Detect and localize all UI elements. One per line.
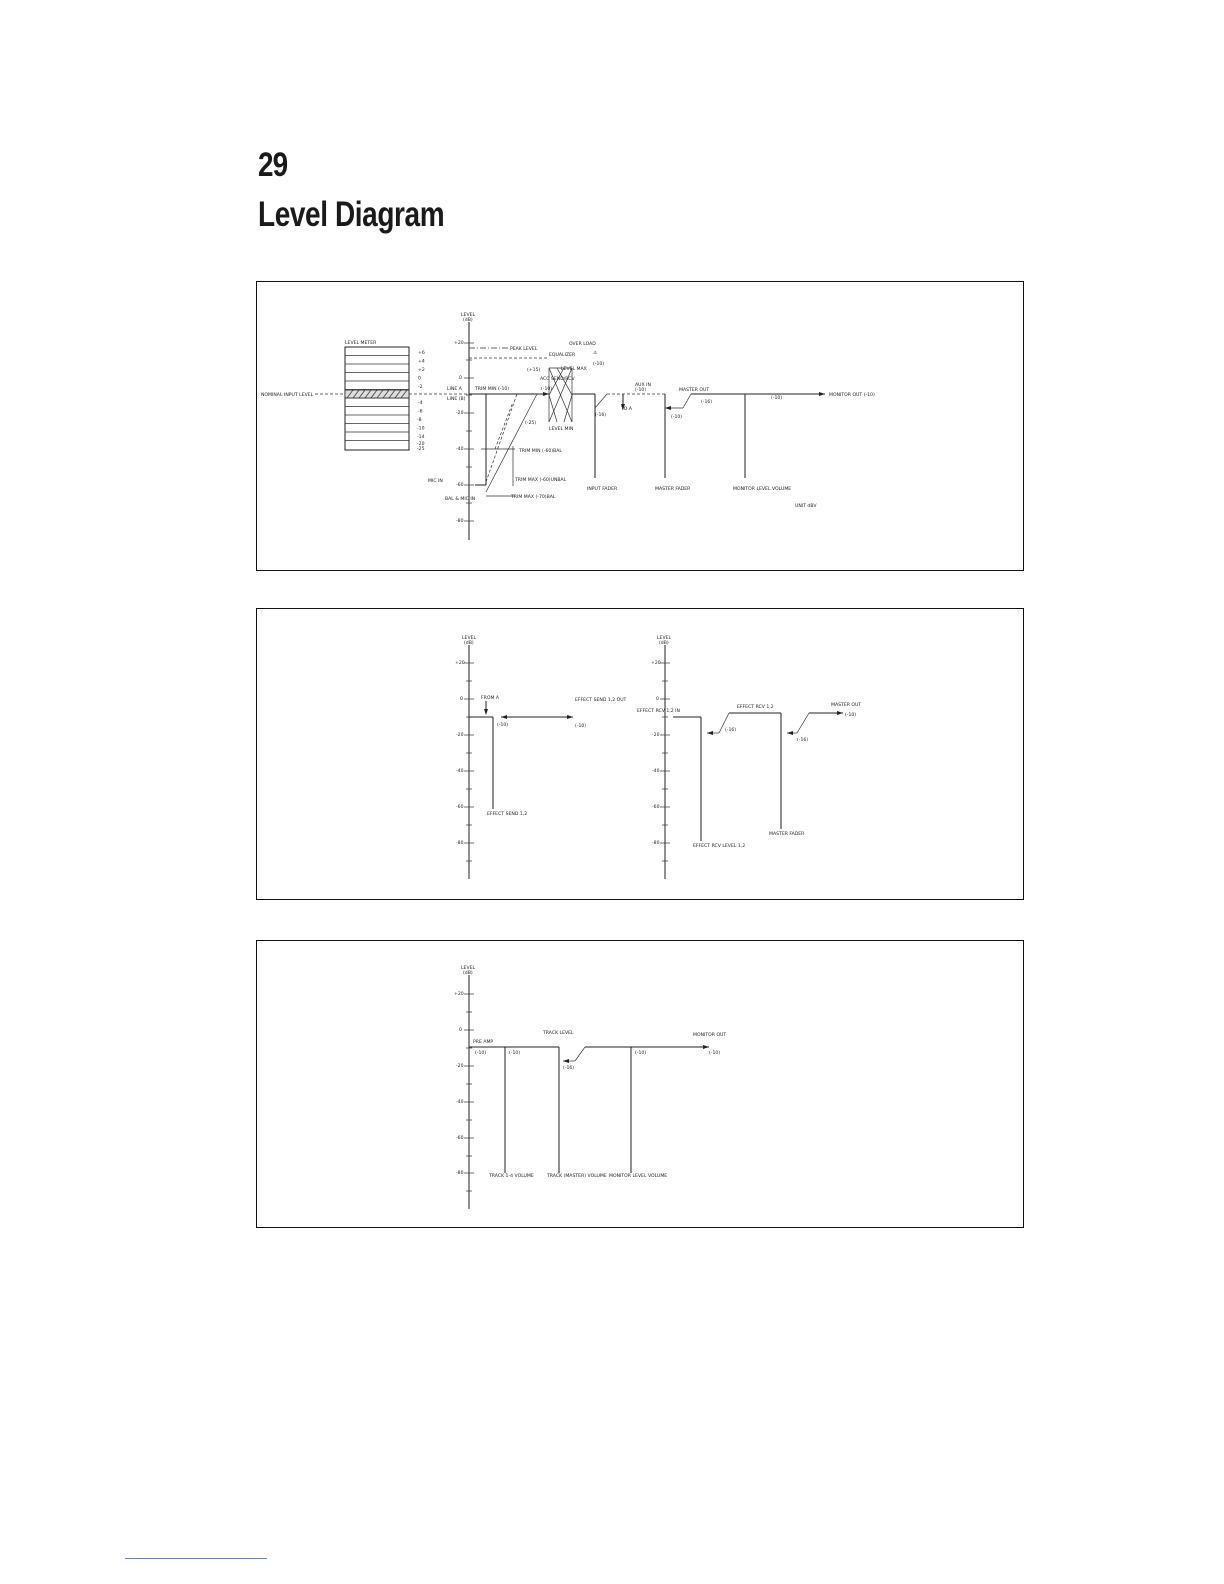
meter-scale: -14 bbox=[417, 435, 425, 440]
gain-label: (-10) bbox=[771, 396, 783, 401]
level-diagram-main-panel bbox=[256, 281, 1024, 571]
acc-send-label: ACC SEND/RCV bbox=[540, 377, 575, 382]
tick-label: -40 bbox=[456, 769, 464, 774]
axis-title: LEVEL bbox=[461, 966, 476, 971]
meter-scale: -8 bbox=[417, 418, 422, 423]
effect-rcv-in-label: EFFECT RCV 1,2 IN bbox=[637, 709, 680, 714]
gain-label: (-10) bbox=[845, 713, 857, 718]
tick-label: +20 bbox=[651, 661, 661, 666]
tick-label: -60 bbox=[456, 483, 464, 488]
track-level-diagram bbox=[257, 941, 1023, 1227]
unit-label: UNIT dBV bbox=[795, 504, 817, 509]
meter-scale: -25 bbox=[417, 447, 425, 452]
mic-in-label: MIC IN bbox=[428, 479, 443, 484]
master-fader-label: MASTER FADER bbox=[769, 832, 805, 837]
tick-label: -60 bbox=[456, 805, 464, 810]
gain-label: (-10) bbox=[509, 1051, 521, 1056]
meter-scale: -10 bbox=[417, 426, 425, 432]
gain-label: (-16) bbox=[725, 728, 737, 733]
section-number: 29 bbox=[258, 146, 288, 184]
axis-title: LEVEL bbox=[461, 313, 476, 318]
to-a-label: TO A bbox=[621, 407, 633, 412]
master-out-path bbox=[665, 392, 825, 478]
meter-scale: 0 bbox=[418, 376, 421, 382]
trim-max-unbal-label: TRIM MAX (-70)BAL bbox=[511, 495, 556, 500]
axis-unit: (dB) bbox=[659, 641, 669, 646]
tick-label: +20 bbox=[455, 661, 465, 666]
aux-in-label: AUX IN bbox=[635, 383, 651, 388]
page-title: Level Diagram bbox=[258, 195, 445, 234]
gain-label: (-10) bbox=[541, 387, 553, 392]
footer-rule bbox=[125, 1558, 267, 1559]
axis-unit: (dB) bbox=[463, 318, 473, 323]
monitor-out-label: MONITOR OUT (-10) bbox=[829, 393, 875, 398]
gain-label: (-10) bbox=[635, 1051, 647, 1056]
tick-label: 0 bbox=[656, 697, 659, 702]
tick-label: -60 bbox=[652, 805, 660, 810]
gain-label: (-16) bbox=[797, 738, 809, 743]
tick-label: -20 bbox=[456, 733, 464, 738]
level-max-label: LEVEL MAX bbox=[561, 367, 587, 372]
pre-amp-label: PRE AMP bbox=[473, 1040, 494, 1045]
track-signal-path bbox=[469, 1045, 709, 1173]
tick-label: -80 bbox=[456, 519, 464, 524]
tick-label: +20 bbox=[454, 992, 464, 997]
meter-scale: +6 bbox=[418, 351, 425, 356]
gain-label: (-16) bbox=[595, 413, 607, 418]
gain-label: (-10) bbox=[671, 415, 683, 420]
gain-label: (-10) bbox=[475, 1051, 487, 1056]
gain-label: (-25) bbox=[525, 421, 537, 426]
line-a-label: LINE A bbox=[447, 387, 462, 392]
tick-label: -20 bbox=[652, 733, 660, 738]
meter-scale: -4 bbox=[418, 401, 423, 406]
gain-label: (-10) bbox=[635, 388, 647, 393]
gain-label: (-16) bbox=[701, 400, 713, 405]
monitor-out-label: MONITOR OUT bbox=[693, 1033, 727, 1038]
tick-label: -80 bbox=[652, 841, 660, 846]
master-out-label: MASTER OUT bbox=[679, 388, 710, 393]
level-diagram-track-panel bbox=[256, 940, 1024, 1228]
from-a-label: FROM A bbox=[481, 696, 500, 701]
gain-label: (-10) bbox=[593, 362, 605, 367]
trim-max-bal-label: TRIM MAX (-60)UNBAL bbox=[515, 478, 567, 483]
effect-rcv-label: EFFECT RCV 1,2 bbox=[737, 705, 774, 710]
tick-label: -20 bbox=[456, 1064, 464, 1069]
tick-label: 0 bbox=[459, 1028, 462, 1033]
meter-scale: -2 bbox=[418, 385, 423, 390]
tick-label: -40 bbox=[456, 1100, 464, 1105]
effect-send-path bbox=[469, 701, 573, 809]
track-volume-label: TRACK 1-4 VOLUME bbox=[489, 1174, 534, 1179]
line-b-label: LINE (B) bbox=[447, 397, 466, 402]
trim-min-label: TRIM MIN (-10) bbox=[475, 387, 510, 392]
peak-level-label: PEAK LEVEL bbox=[510, 347, 538, 352]
track-master-label: TRACK (MASTER) VOLUME bbox=[547, 1174, 607, 1179]
tick-label: 0 bbox=[459, 376, 462, 381]
over-load-label: OVER LOAD bbox=[569, 342, 596, 347]
tick-label: -60 bbox=[456, 1136, 464, 1141]
effect-send-out-label: EFFECT SEND 1,2 OUT bbox=[575, 698, 627, 703]
trim-min-bal-label: TRIM MIN (-60)BAL bbox=[519, 449, 562, 454]
tick-label: -40 bbox=[652, 769, 660, 774]
axis-title: LEVEL bbox=[462, 636, 477, 641]
monitor-level-label: MONITOR LEVEL VOLUME bbox=[733, 487, 792, 492]
master-fader-label: MASTER FADER bbox=[655, 487, 691, 492]
equalizer-label: EQUALIZER bbox=[549, 353, 576, 358]
meter-nominal-hatch bbox=[345, 390, 409, 398]
meter-title: LEVEL METER bbox=[345, 341, 377, 346]
overload-mark: ⚠ bbox=[593, 351, 598, 356]
effect-send-label: EFFECT SEND 1,2 bbox=[487, 812, 528, 817]
meter-scale: +4 bbox=[418, 359, 425, 365]
axis-unit: (dB) bbox=[463, 971, 473, 976]
level-min-label: LEVEL MIN bbox=[549, 427, 574, 432]
level-meter bbox=[345, 340, 409, 450]
gain-label: (+15) bbox=[527, 368, 541, 373]
master-out-label: MASTER OUT bbox=[831, 703, 862, 708]
main-level-diagram bbox=[257, 282, 1023, 570]
input-fader-label: INPUT FADER bbox=[587, 487, 618, 492]
meter-scale: -20 bbox=[417, 442, 425, 447]
nominal-input-label: NOMINAL INPUT LEVEL bbox=[261, 393, 314, 398]
bal-mic-in-label: BAL & MIC IN bbox=[445, 497, 476, 502]
effect-level-diagram bbox=[257, 609, 1023, 899]
tick-label: -40 bbox=[456, 447, 464, 452]
effect-rcv-level-label: EFFECT RCV LEVEL 1,2 bbox=[693, 844, 746, 849]
level-diagram-effect-panel bbox=[256, 608, 1024, 900]
gain-label: (-10) bbox=[497, 723, 509, 728]
tick-label: +20 bbox=[454, 341, 464, 346]
meter-scale: -6 bbox=[418, 409, 423, 415]
effect-rcv-path bbox=[673, 711, 843, 841]
track-level-label: TRACK LEVEL bbox=[543, 1031, 574, 1036]
gain-label: (-10) bbox=[709, 1051, 721, 1056]
gain-label: (-10) bbox=[575, 724, 587, 729]
axis-title: LEVEL bbox=[657, 636, 672, 641]
gain-label: (-16) bbox=[563, 1066, 575, 1071]
tick-label: -80 bbox=[456, 841, 464, 846]
meter-scale: +2 bbox=[418, 368, 425, 373]
tick-label: -80 bbox=[456, 1171, 464, 1176]
tick-label: -20 bbox=[456, 411, 464, 416]
tick-label: 0 bbox=[460, 697, 463, 702]
monitor-level-label: MONITOR LEVEL VOLUME bbox=[609, 1174, 668, 1179]
axis-unit: (dB) bbox=[464, 641, 474, 646]
